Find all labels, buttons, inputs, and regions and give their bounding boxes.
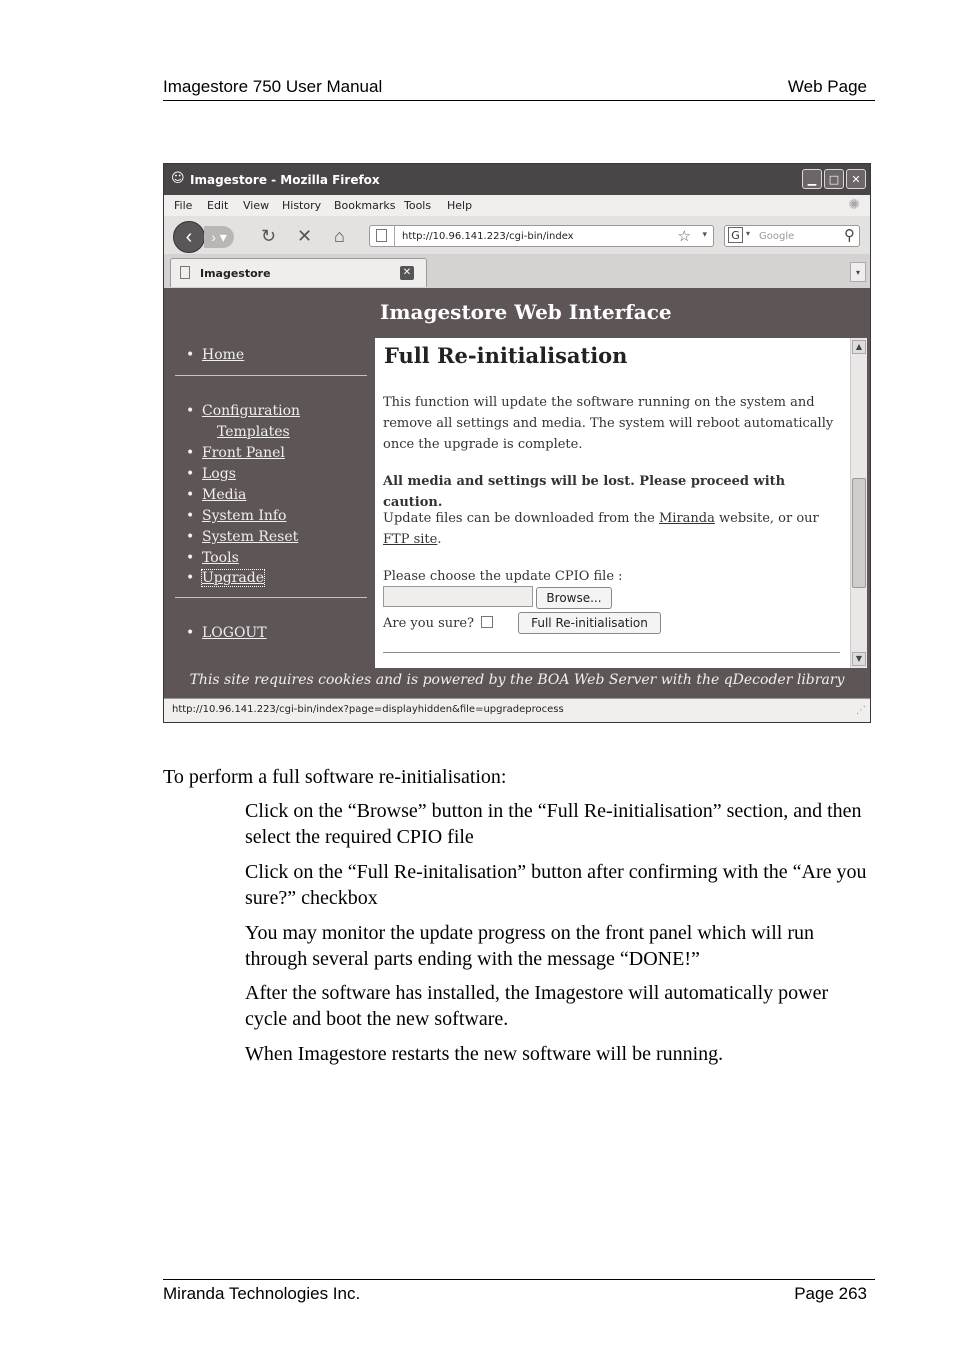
window-controls bbox=[802, 169, 866, 189]
close-icon[interactable]: ✕ bbox=[846, 169, 866, 189]
panel-divider bbox=[383, 652, 840, 653]
scroll-up-icon[interactable]: ▲ bbox=[852, 340, 866, 354]
star-icon[interactable]: ☆ bbox=[677, 227, 691, 245]
nav-upgrade[interactable]: • Upgrade bbox=[202, 570, 264, 586]
nav-tools[interactable]: • Tools bbox=[202, 550, 239, 566]
nav-logout[interactable]: • LOGOUT bbox=[202, 625, 267, 641]
confirm-label: Are you sure? bbox=[383, 616, 475, 631]
tab-title: Imagestore bbox=[200, 267, 271, 280]
chevron-down-icon[interactable]: ▾ bbox=[702, 230, 707, 240]
step-1: Click on the “Browse” button in the “Full Re-initialisation” section, and then select the required CPIO file bbox=[245, 800, 862, 848]
tab-bar bbox=[164, 254, 870, 289]
reload-icon[interactable]: ↻ bbox=[261, 226, 277, 246]
page-icon bbox=[376, 229, 387, 242]
intro-text: To perform a full software re-initialisation: bbox=[163, 766, 507, 788]
scroll-down-icon[interactable]: ▼ bbox=[852, 652, 866, 666]
menu-help[interactable]: Help bbox=[447, 199, 473, 212]
page-footer bbox=[163, 1279, 875, 1303]
tab-close-icon[interactable]: ✕ bbox=[400, 266, 414, 280]
ftp-site-link[interactable]: FTP site bbox=[383, 532, 438, 547]
google-icon: G bbox=[728, 227, 743, 243]
nav-front-panel[interactable]: • Front Panel bbox=[202, 445, 285, 461]
sidebar-divider bbox=[175, 597, 367, 598]
home-icon[interactable]: ⌂ bbox=[334, 226, 345, 246]
full-reinit-button[interactable]: Full Re-initialisation bbox=[518, 612, 661, 634]
tab-imagestore[interactable] bbox=[170, 258, 427, 287]
nav-templates[interactable]: Templates bbox=[217, 424, 290, 440]
miranda-link[interactable]: Miranda bbox=[659, 511, 715, 526]
window-title: Imagestore - Mozilla Firefox bbox=[190, 173, 380, 187]
firefox-icon: ☺ bbox=[171, 171, 185, 186]
panel-heading: Full Re-initialisation bbox=[384, 343, 628, 368]
search-input[interactable] bbox=[724, 225, 860, 247]
browse-button[interactable]: Browse... bbox=[536, 587, 612, 609]
site-title: Imagestore Web Interface bbox=[380, 300, 672, 324]
panel-warning: All media and settings will be lost. Please proceed with caution. bbox=[383, 474, 786, 510]
tab-list-icon[interactable]: ▾ bbox=[850, 262, 866, 282]
reinit-panel bbox=[375, 338, 850, 668]
step-2: Click on the “Full Re-initalisation” button after confirming with the “Are you sure?” checkbox bbox=[245, 861, 867, 909]
menu-bookmarks[interactable]: Bookmarks bbox=[334, 199, 396, 212]
nav-system-info[interactable]: • System Info bbox=[202, 508, 286, 524]
header-manual-title: Imagestore 750 User Manual bbox=[163, 77, 383, 96]
status-url: http://10.96.141.223/cgi-bin/index?page=displayhidden&file=upgradeprocess bbox=[172, 704, 564, 715]
nav-logs[interactable]: • Logs bbox=[202, 466, 236, 482]
scroll-thumb[interactable] bbox=[852, 478, 866, 588]
page-header bbox=[163, 76, 875, 101]
menu-tools[interactable]: Tools bbox=[404, 199, 432, 212]
content-scrollbar[interactable] bbox=[850, 338, 867, 668]
menu-bar bbox=[164, 195, 870, 216]
url-bar[interactable] bbox=[369, 225, 714, 247]
choose-file-label: Please choose the update CPIO file : bbox=[383, 569, 623, 584]
menu-edit[interactable]: Edit bbox=[207, 199, 229, 212]
step-5: When Imagestore restarts the new software will be running. bbox=[245, 1043, 724, 1065]
window-titlebar bbox=[164, 164, 870, 195]
minimize-icon[interactable]: ▁ bbox=[802, 169, 822, 189]
web-content bbox=[164, 288, 870, 698]
nav-media[interactable]: • Media bbox=[202, 487, 246, 503]
step-3: You may monitor the update progress on the front panel which will run through several parts ending with the message “DONE!” bbox=[245, 922, 814, 970]
browser-screenshot bbox=[163, 163, 871, 723]
header-section: Web Page bbox=[787, 77, 867, 96]
url-text: http://10.96.141.223/cgi-bin/index bbox=[402, 231, 574, 242]
search-icon[interactable]: ⚲ bbox=[844, 226, 855, 244]
forward-icon[interactable]: › ▾ bbox=[204, 226, 234, 248]
sidebar-divider bbox=[175, 375, 367, 376]
step-4: After the software has installed, the Imagestore will automatically power cycle and boot the new software. bbox=[245, 982, 829, 1030]
panel-description: This function will update the software running on the system and remove all settings and media. The system will reboot automatically once the upgrade is complete. bbox=[383, 395, 834, 452]
menu-view[interactable]: View bbox=[243, 199, 270, 212]
footer-company: Miranda Technologies Inc. bbox=[163, 1284, 361, 1303]
back-icon[interactable]: ‹ bbox=[173, 221, 205, 253]
throbber-icon: ✺ bbox=[848, 197, 860, 213]
nav-system-reset[interactable]: • System Reset bbox=[202, 529, 298, 545]
menu-file[interactable]: File bbox=[174, 199, 193, 212]
confirm-checkbox[interactable] bbox=[481, 616, 493, 628]
download-info: Update files can be downloaded from the Miranda website, or our FTP site. bbox=[383, 511, 819, 547]
stop-icon[interactable]: ✕ bbox=[297, 226, 313, 246]
navigation-toolbar bbox=[164, 216, 870, 255]
chevron-down-icon[interactable]: ▾ bbox=[746, 229, 751, 238]
footer-page-number: Page 263 bbox=[794, 1284, 867, 1303]
status-bar bbox=[164, 698, 870, 723]
maximize-icon[interactable]: □ bbox=[824, 169, 844, 189]
search-placeholder: Google bbox=[759, 231, 795, 242]
page-icon bbox=[180, 266, 190, 279]
site-footer-note: This site requires cookies and is powered by the BOA Web Server with the qDecoder library bbox=[189, 672, 845, 688]
nav-configuration[interactable]: • Configuration bbox=[202, 403, 300, 419]
resize-grip-icon[interactable]: ⋰ bbox=[856, 705, 866, 716]
nav-home[interactable]: • Home bbox=[202, 347, 244, 363]
file-path-input[interactable] bbox=[383, 586, 533, 607]
menu-history[interactable]: History bbox=[282, 199, 322, 212]
